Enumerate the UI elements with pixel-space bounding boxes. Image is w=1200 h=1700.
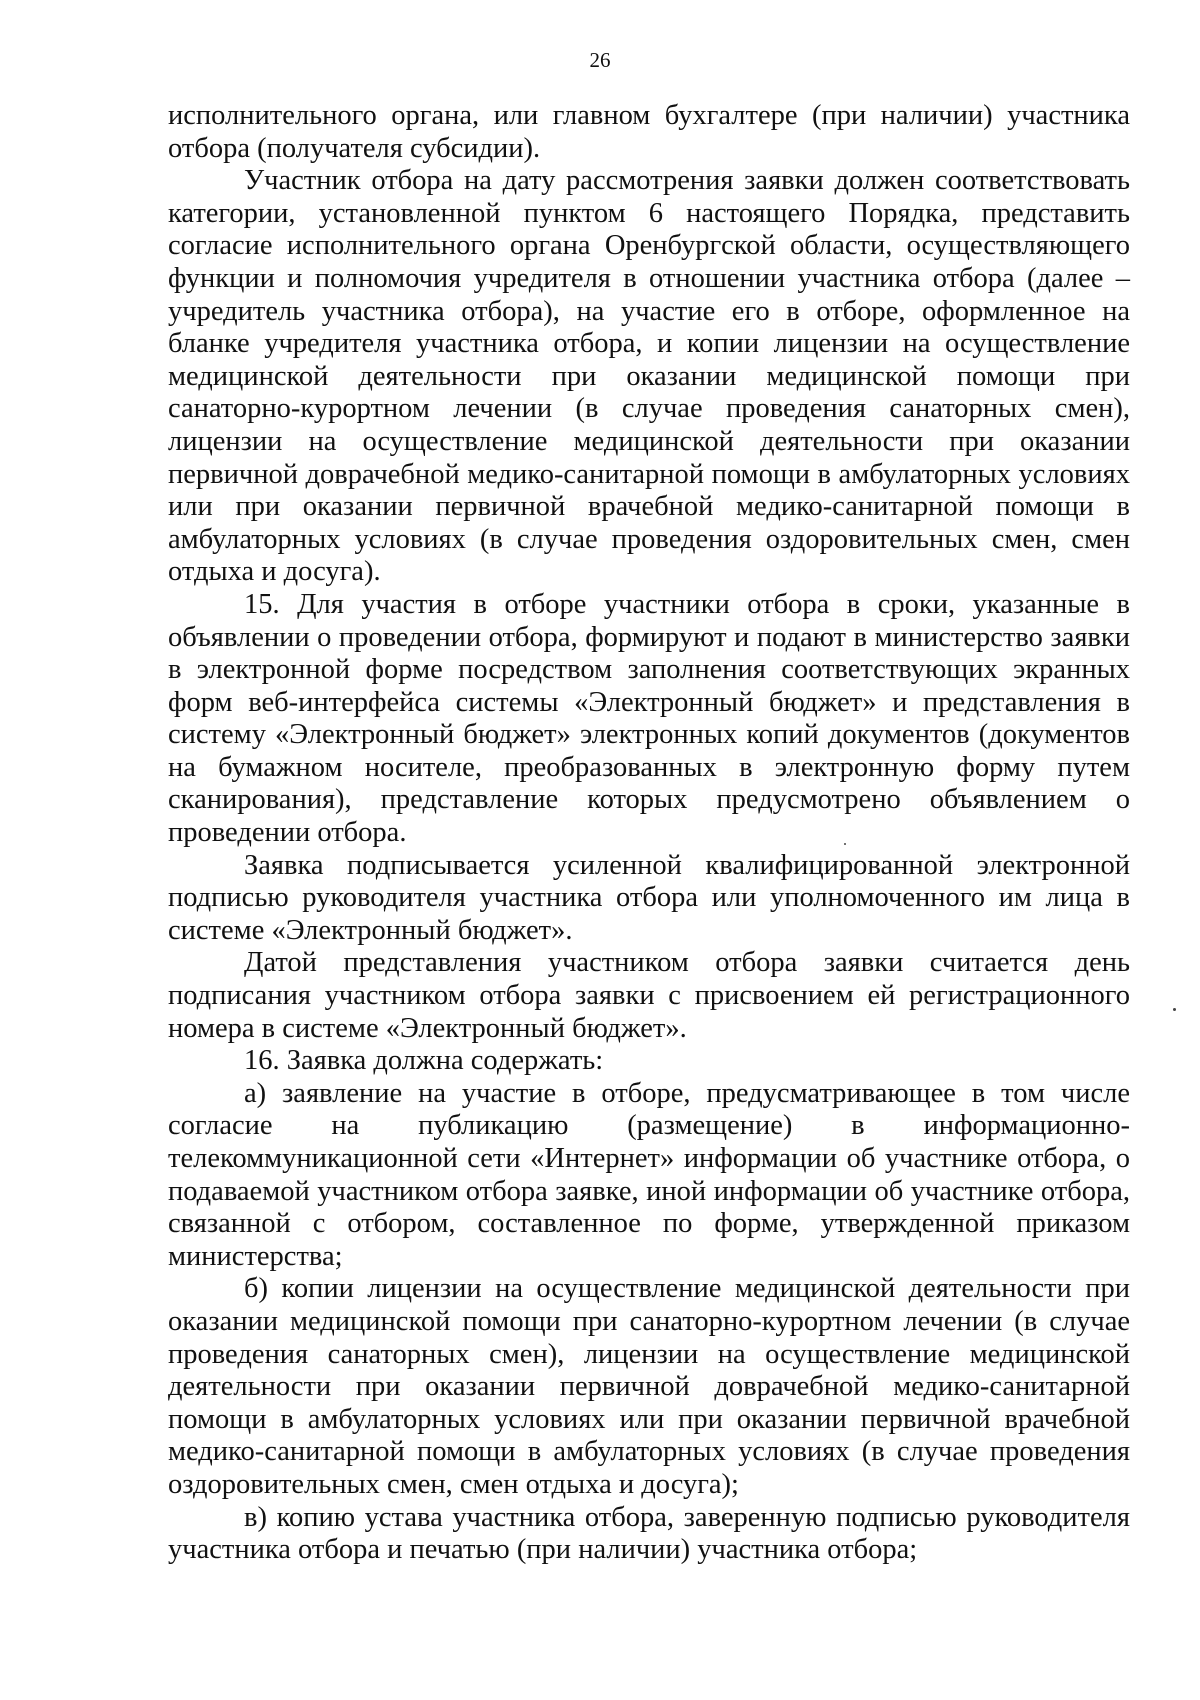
paragraph-submission-date: Датой представления участником отбора заявки считается день подписания участником отбора заявки с присвоением ей регистрационного номера в системе «Электронный бюджет». xyxy=(168,947,1130,1044)
paragraph-item-16: 16. Заявка должна содержать: xyxy=(244,1045,604,1077)
paragraph-continuation: исполнительного органа, или главном бухгалтере (при наличии) участника отбора (получателя субсидии). xyxy=(168,100,1130,164)
paragraph-item-16b: б) копии лицензии на осуществление медицинской деятельности при оказании медицинской помощи при санаторно-курортном лечении (в случае проведения санаторных смен), лицензии на осуществление медицинской деятельности при оказании первичной доврачебной медико-санитарной помощи в амбулаторных условиях или при оказании первичной врачебной медико-санитарной помощи в амбулаторных условиях (в случае проведения оздоровительных смен, смен отдыха и досуга); xyxy=(168,1273,1130,1500)
paragraph-application-signature: Заявка подписывается усиленной квалифицированной электронной подписью руководителя участника отбора или уполномоченного им лица в системе «Электронный бюджет». xyxy=(168,849,1130,946)
paragraph-item-16c: в) копию устава участника отбора, заверенную подписью руководителя участника отбора и печатью (при наличии) участника отбора; xyxy=(168,1501,1130,1566)
paragraph-participant-requirements: Участник отбора на дату рассмотрения заявки должен соответствовать категории, установленной пунктом 6 настоящего Порядка, представить согласие исполнительного органа Оренбургской области, осуществляющего функции и полномочия учредителя в отношении участника отбора (далее – учредитель участника отбора), на участие его в отборе, оформленное на бланке учредителя участника отбора, и копии лицензии на осуществление медицинской деятельности при оказании медицинской помощи при санаторно-курортном лечении (в случае проведения санаторных смен), лицензии на осуществление медицинской деятельности при оказании первичной доврачебной медико-санитарной помощи в амбулаторных условиях или при оказании первичной врачебной медико-санитарной помощи в амбулаторных условиях (в случае проведения оздоровительных смен, смен отдыха и досуга). xyxy=(168,165,1130,588)
page-number: 26 xyxy=(589,48,611,72)
scan-speck xyxy=(844,843,846,845)
paragraph-item-16a: а) заявление на участие в отборе, предусматривающее в том числе согласие на публикацию (размещение) в информационно-телекоммуникационной сети «Интернет» информации об участнике отбора, о подаваемой участником отбора заявке, иной информации об участнике отбора, связанной с отбором, составленное по форме, утвержденной приказом министерства; xyxy=(168,1077,1130,1272)
scan-speck xyxy=(1173,1008,1176,1011)
document-body xyxy=(168,100,1130,1567)
paragraph-item-15: 15. Для участия в отборе участники отбора в сроки, указанные в объявлении о проведении отбора, формируют и подают в министерство заявки в электронной форме посредством заполнения соответствующих экранных форм веб-интерфейса системы «Электронный бюджет» и представления в систему «Электронный бюджет» электронных копий документов (документов на бумажном носителе, преобразованных в электронную форму путем сканирования), представление которых предусмотрено объявлением о проведении отбора. xyxy=(168,588,1130,849)
